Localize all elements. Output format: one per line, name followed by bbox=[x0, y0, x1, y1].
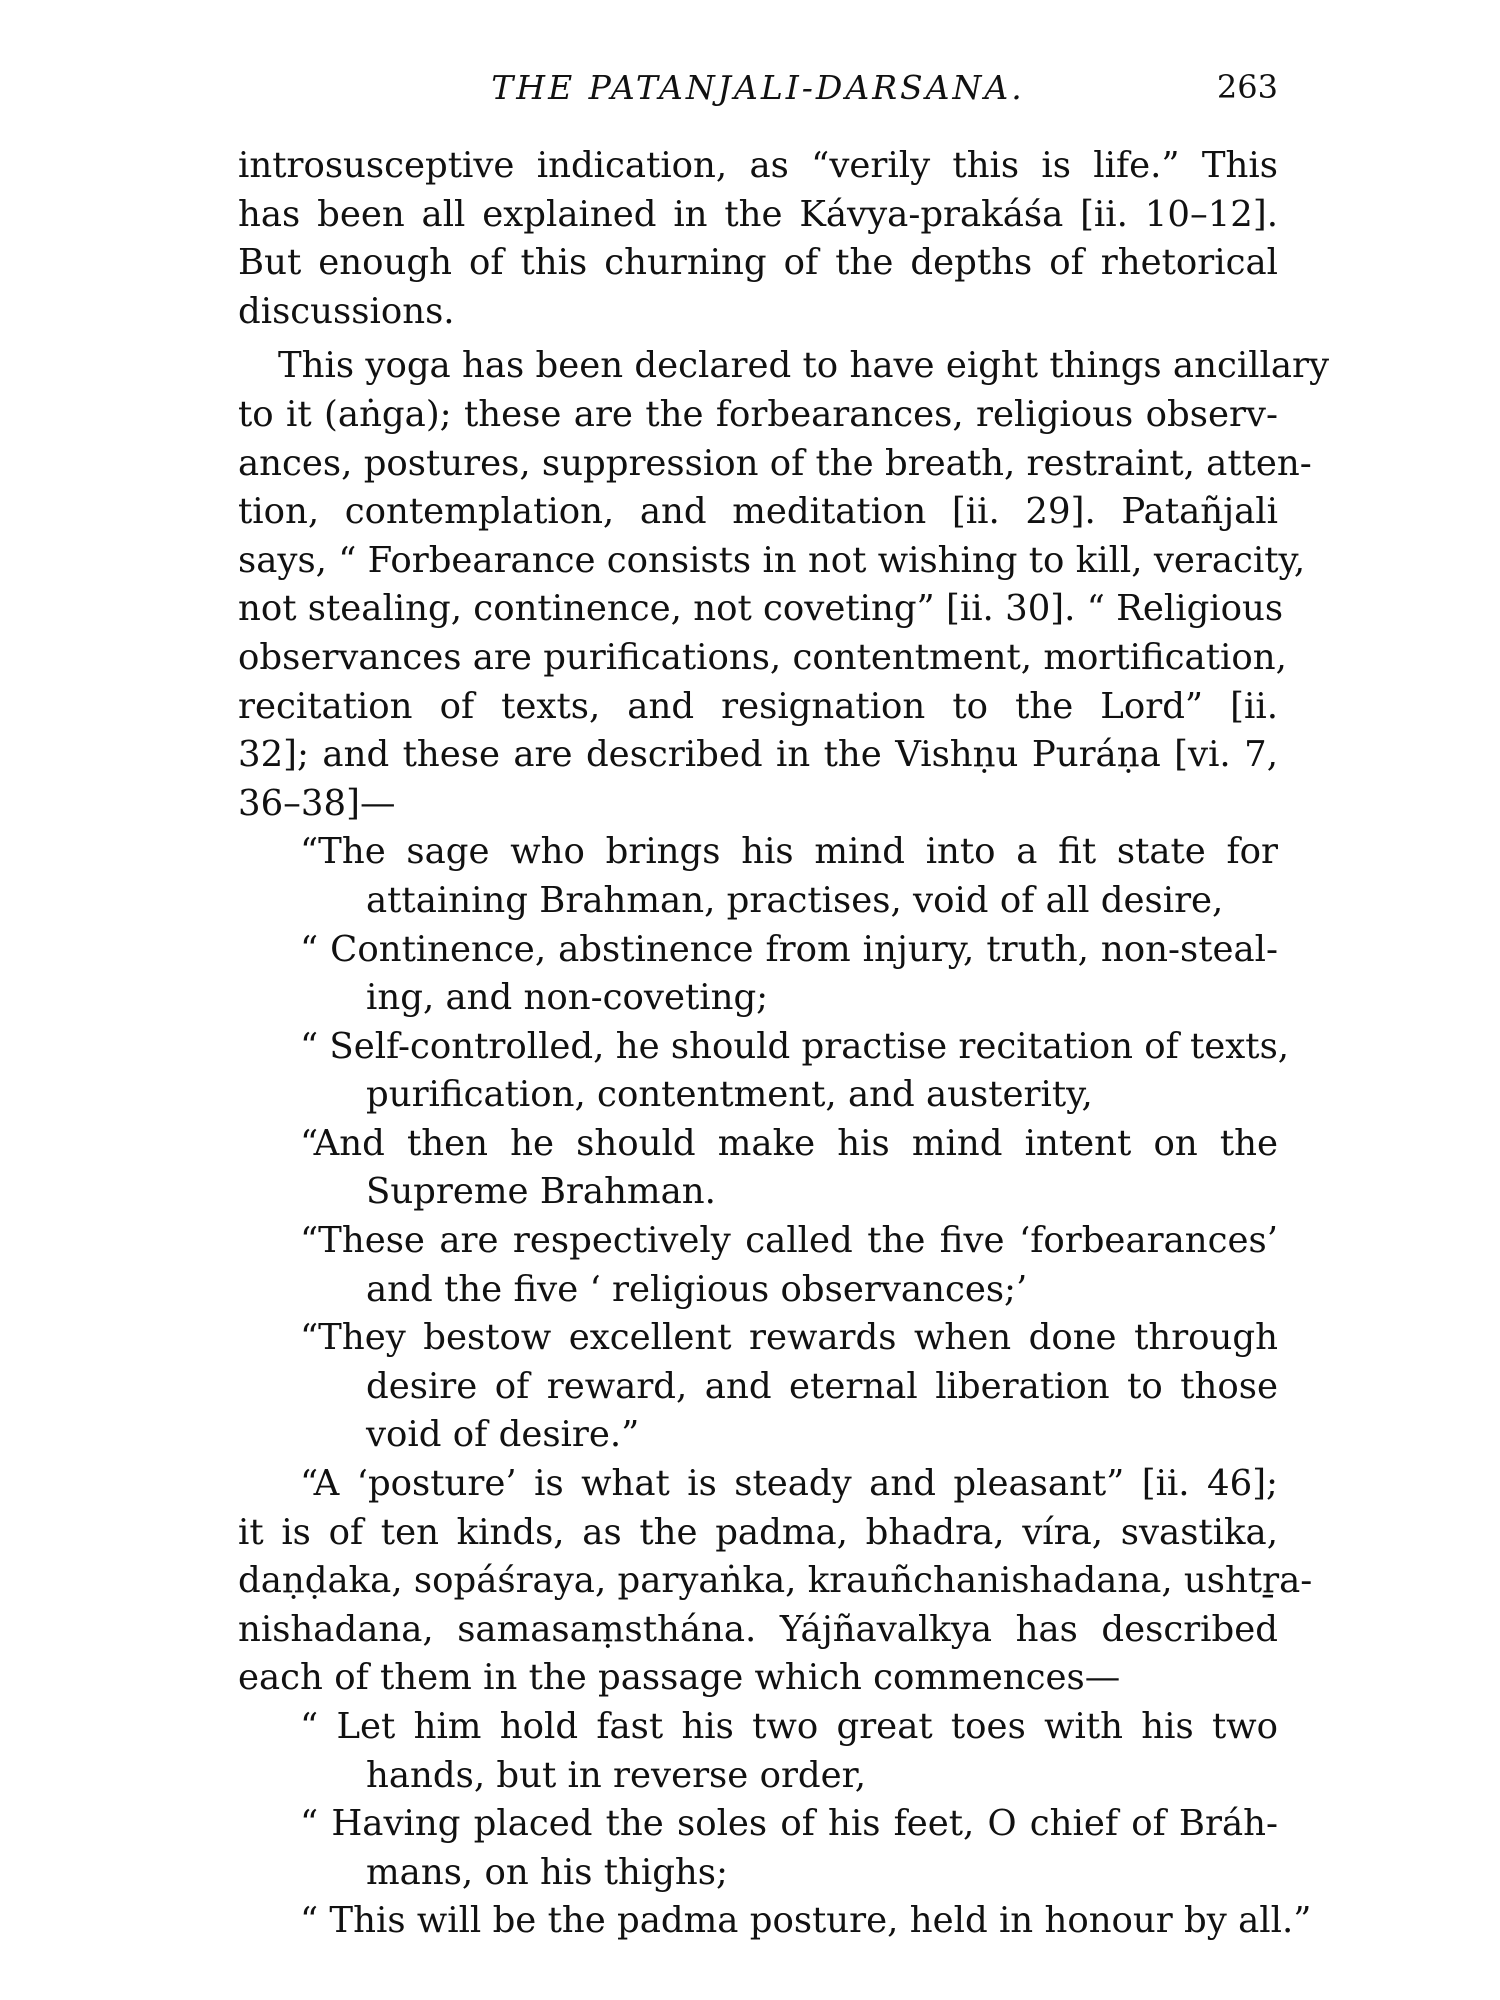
text-line: has been all explained in the Kávya-prakáśa [ii. 10–12]. bbox=[238, 193, 1278, 235]
verse-line: void of desire.” bbox=[366, 1414, 640, 1456]
text-line: each of them in the passage which commences— bbox=[238, 1657, 1121, 1699]
text-line: 36–38]— bbox=[238, 782, 396, 824]
text-line: recitation of texts, and resignation to the Lord” [ii. bbox=[238, 685, 1278, 727]
verse-line: mans, on his thighs; bbox=[366, 1851, 728, 1893]
page-body bbox=[238, 142, 1330, 1946]
verse-line: ing, and non-coveting; bbox=[366, 977, 769, 1019]
text-line: to it (aṅga); these are the forbearances, religious observ- bbox=[238, 393, 1278, 435]
text-line: observances are purifications, contentment, mortification, bbox=[238, 636, 1287, 678]
text-line: introsusceptive indication, as “verily this is life.” This bbox=[238, 145, 1278, 186]
text-line: tion, contemplation, and meditation [ii. 29]. Patañjali bbox=[238, 491, 1278, 533]
page-number: 263 bbox=[1216, 68, 1278, 106]
verse-line: “ Self-controlled, he should practise recitation of texts, bbox=[300, 1025, 1290, 1067]
verse-line: “ Continence, abstinence from injury, truth, non-steal- bbox=[300, 928, 1278, 970]
text-line: nishadana, samasaṃsthána. Yájñavalkya has described bbox=[238, 1608, 1278, 1650]
text-line: discussions. bbox=[238, 290, 455, 332]
verse-line: “ This will be the padma posture, held in honour by all.” bbox=[300, 1900, 1312, 1942]
verse-line: desire of reward, and eternal liberation to those bbox=[366, 1365, 1278, 1407]
text-line: says, “ Forbearance consists in not wishing to kill, veracity, bbox=[238, 539, 1306, 581]
verse-line: “These are respectively called the five ‘forbearances’ bbox=[300, 1220, 1278, 1262]
verse-line: purification, contentment, and austerity, bbox=[366, 1074, 1093, 1116]
verse-line: and the five ‘ religious observances;’ bbox=[366, 1268, 1028, 1310]
verse-line: “They bestow excellent rewards when done through bbox=[300, 1317, 1278, 1359]
text-line: But enough of this churning of the depths of rhetorical bbox=[238, 242, 1278, 284]
text-line: This yoga has been declared to have eight things ancillary bbox=[278, 345, 1330, 387]
text-line: daṇḍaka, sopáśraya, paryaṅka, krauñchanishadana, ushtṟa- bbox=[238, 1560, 1313, 1602]
text-line: not stealing, continence, not coveting” [ii. 30]. “ Religious bbox=[238, 588, 1284, 630]
verse-line: hands, but in reverse order, bbox=[366, 1754, 866, 1796]
running-title: THE PATANJALI-DARSANA. bbox=[491, 68, 1025, 107]
verse-line: “And then he should make his mind intent on the bbox=[300, 1122, 1278, 1164]
text-line: “A ‘posture’ is what is steady and pleasant” [ii. 46]; bbox=[300, 1463, 1278, 1505]
text-line: 32]; and these are described in the Vishṇu Puráṇa [vi. 7, bbox=[238, 734, 1278, 776]
page-header bbox=[238, 68, 1278, 118]
text-line: it is of ten kinds, as the padma, bhadra, víra, svastika, bbox=[238, 1511, 1278, 1553]
verse-line: Supreme Brahman. bbox=[366, 1171, 716, 1213]
verse-line: “The sage who brings his mind into a fit state for bbox=[300, 831, 1278, 873]
text-line: ances, postures, suppression of the breath, restraint, atten- bbox=[238, 442, 1312, 484]
verse-line: “ Having placed the soles of his feet, O chief of Bráh- bbox=[300, 1803, 1278, 1845]
verse-line: “ Let him hold fast his two great toes with his two bbox=[300, 1706, 1278, 1747]
verse-line: attaining Brahman, practises, void of all desire, bbox=[366, 879, 1224, 921]
